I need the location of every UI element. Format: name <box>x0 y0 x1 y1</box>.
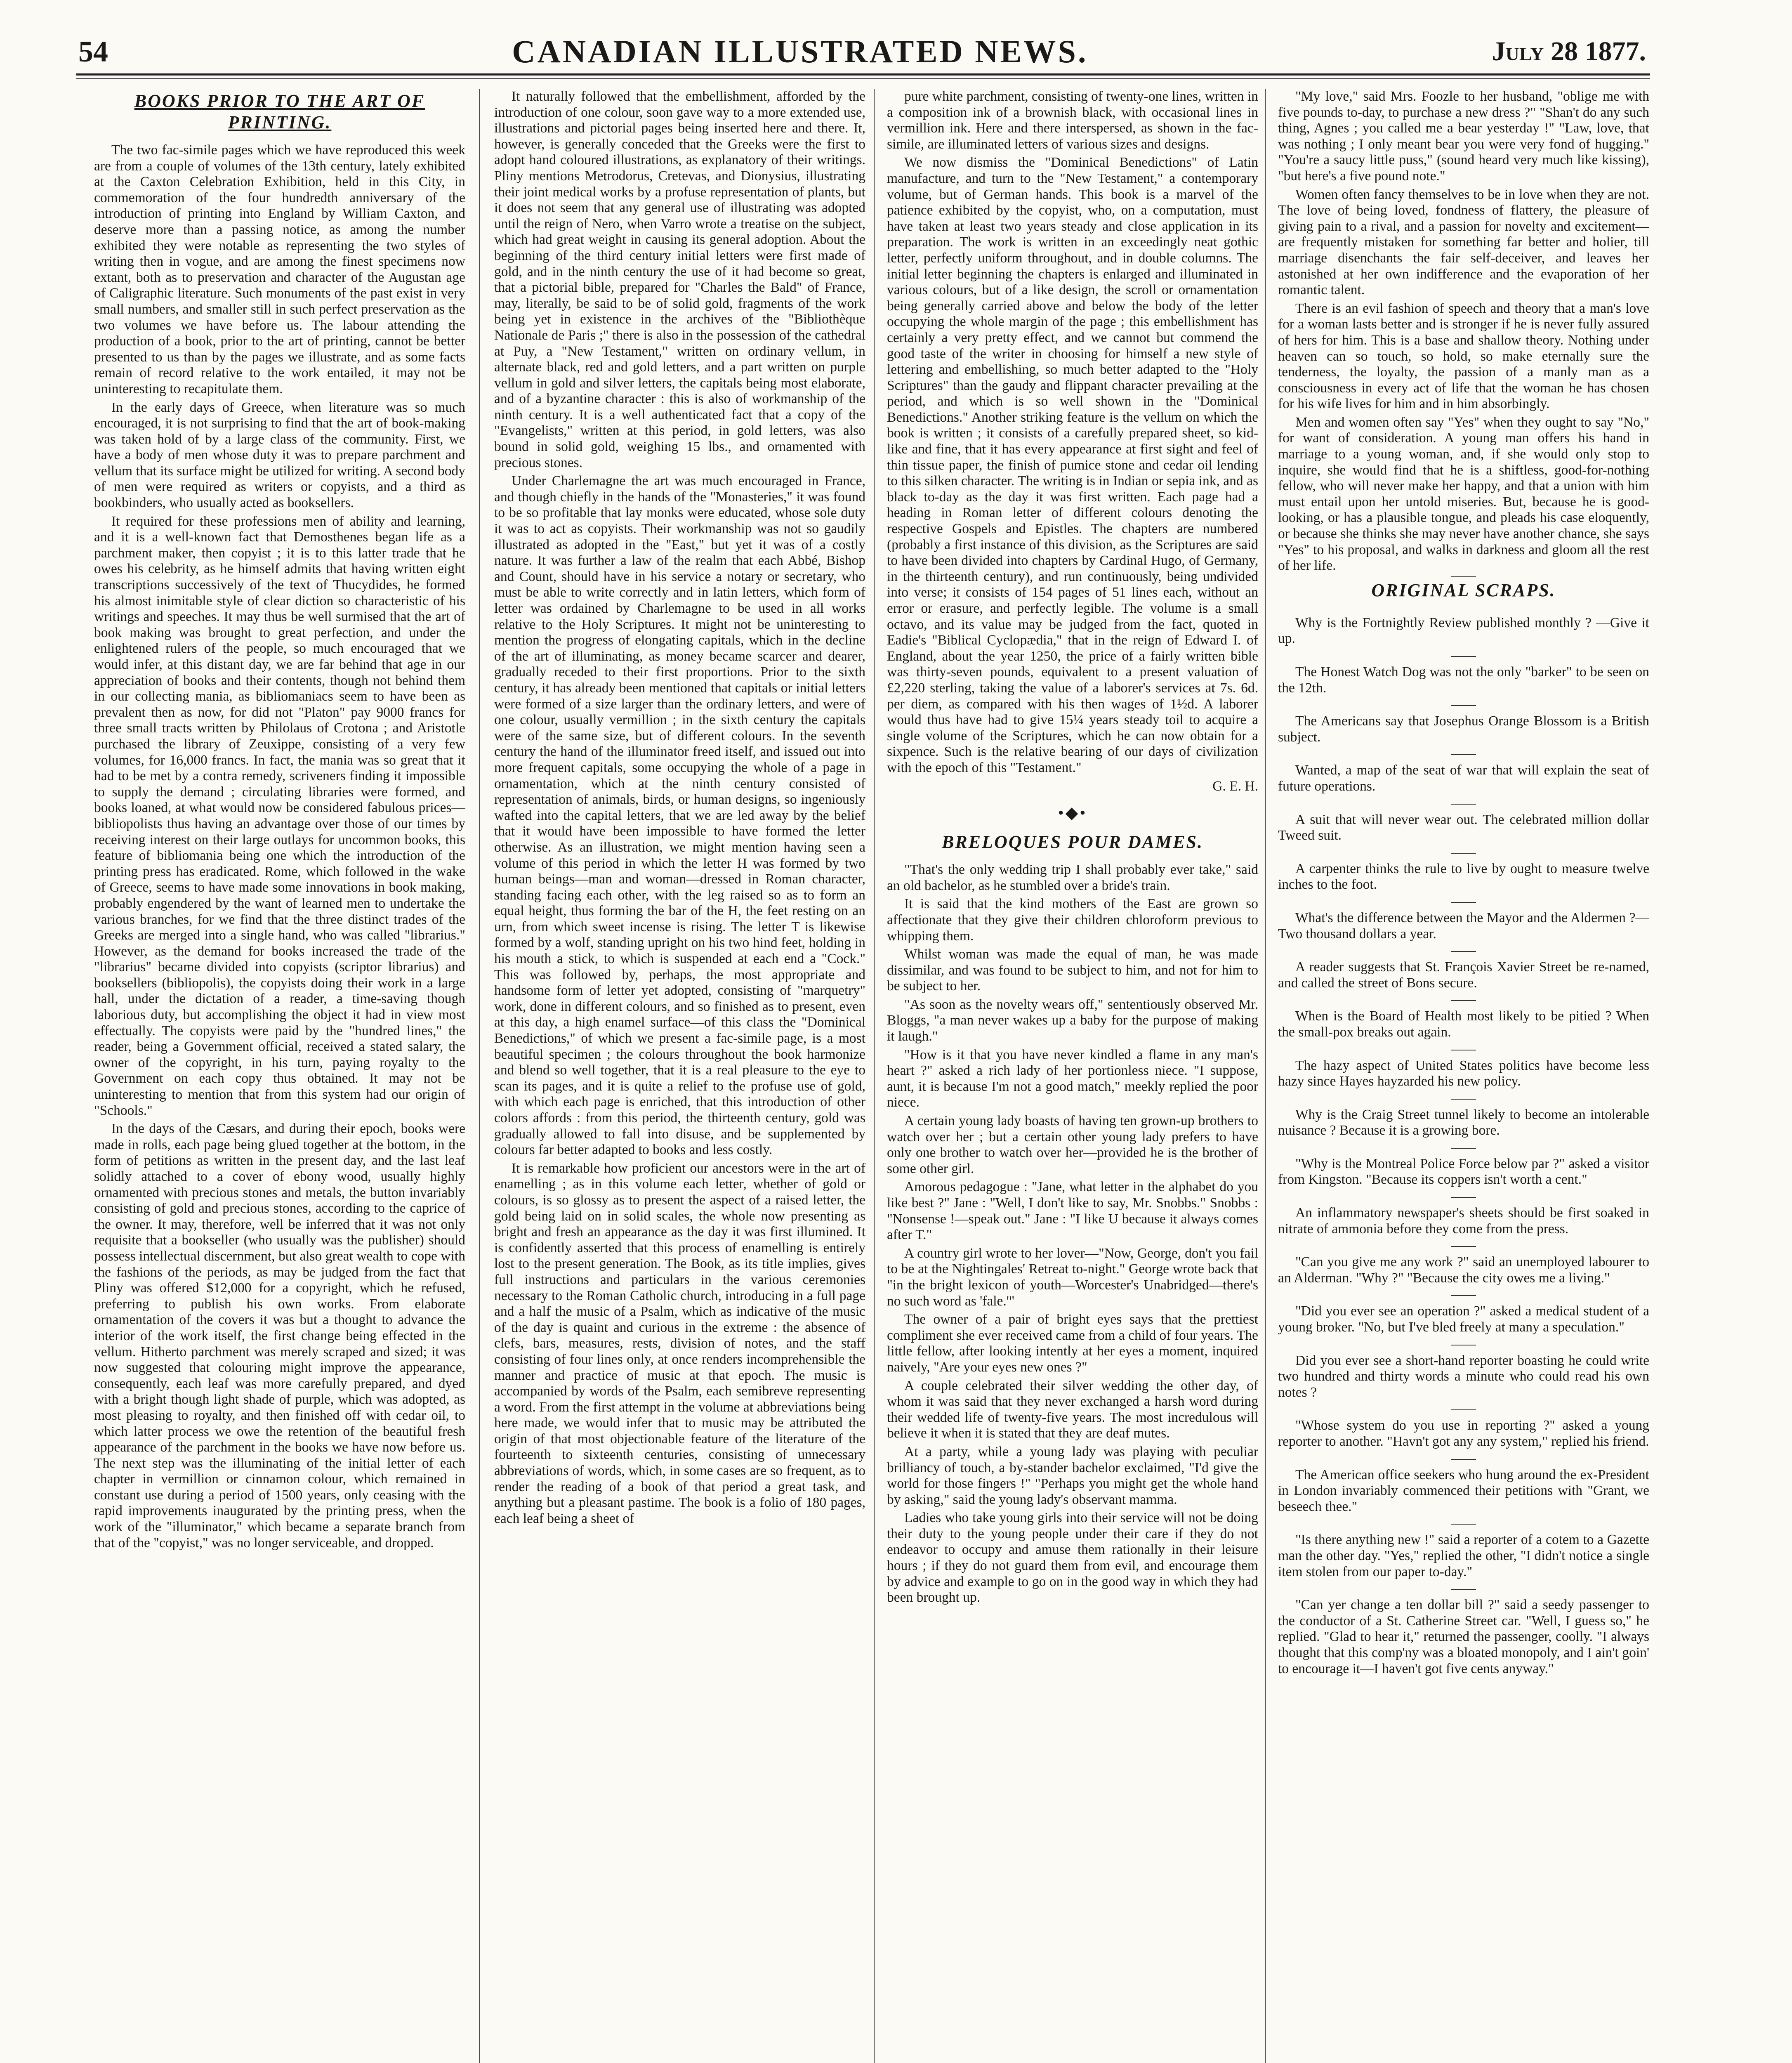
column-2 <box>494 89 865 2063</box>
paragraph: The two fac-simile pages which we have reproduced this week are from a couple of volumes of the 13th century, lately exhibited at the Caxton Celebration Exhibition, held in this City, in commemoration of the four hundredth anniversary of the introduction of printing into England by William Caxton, and deserve more than a passing notice, as among the number exhibited they were notable as representing the two styles of writing then in vogue, and are among the finest specimens now extant, both as to preservation and character of the Augustan age of Caligraphic literature. Such monuments of the past exist in very small numbers, and smaller still in such perfect preservation as the two volumes we have before us. The labour attending the production of a book, prior to the art of printing, cannot be better presented to us than by the pages we illustrate, and as some facts remain of record relative to the work entailed, it may not be uninteresting to recapitulate them. <box>94 142 465 397</box>
anecdote: The owner of a pair of bright eyes says that the prettiest compliment she ever received came from a child of four years. The little fellow, after looking intently at her eyes a moment, inquired naively, "Are your eyes new ones ?" <box>887 1312 1258 1375</box>
scrap: Wanted, a map of the seat of war that will explain the seat of future operations. <box>1278 762 1649 794</box>
anecdote: A country girl wrote to her lover—"Now, George, don't you fail to be at the Nightingales' Retreat to-night." George wrote back that "in the bright lexicon of youth—Worcester's Unabridged—there's no such word as 'fale.'" <box>887 1245 1258 1309</box>
anecdote: Ladies who take young girls into their service will not be doing their duty to the young people under their care if they do not endeavor to occupy and amuse them rationally in their leisure hours ; if they do not guard them from evil, and encourage them by advice and example to go on in the good way in which they had been brought up. <box>887 1510 1258 1605</box>
anecdote: A couple celebrated their silver wedding the other day, of whom it was said that they never exchanged a harsh word during their wedded life of twenty-five years. The most incredulous will believe it when it is stated that they are deaf mutes. <box>887 1378 1258 1441</box>
page-number: 54 <box>78 35 108 68</box>
column-divider <box>1265 89 1266 2063</box>
scrap: Did you ever see a short-hand reporter boasting he could write two hundred and thirty words a minute who could read his own notes ? <box>1278 1353 1649 1400</box>
article-heading-books: BOOKS PRIOR TO THE ART OF PRINTING. <box>134 91 425 132</box>
divider <box>1451 853 1476 854</box>
anecdote: Women often fancy themselves to be in love when they are not. The love of being loved, fondness of flattery, the pleasure of giving pain to a rival, and a passion for novelty and excitement—are frequently mistaken for something far better and holier, till marriage disenchants the fair self-deceiver, and leaves her astonished at her own indifference and the evaporation of her romantic talent. <box>1278 186 1649 298</box>
divider <box>1451 656 1476 657</box>
scrap: "Can you give me any work ?" said an unemployed labourer to an Alderman. "Why ?" "Because the city owes me a living." <box>1278 1254 1649 1286</box>
paragraph: In the early days of Greece, when literature was so much encouraged, it is not surprising to find that the art of book-making was taken hold of by a large class of the community. First, we have a body of men whose duty it was to prepare parchment and vellum that its surface might be utilized for writing. A second body of men were required as writers or copyists, and a third as bookbinders, who usually acted as booksellers. <box>94 399 465 511</box>
anecdote: Amorous pedagogue : "Jane, what letter in the alphabet do you like best ?" Jane : "Well, I don't like to say, Mr. Snobbs." Snobbs : "Nonsense !—speak out." Jane : "I like U because it always comes after T." <box>887 1179 1258 1243</box>
scrap: A suit that will never wear out. The celebrated million dollar Tweed suit. <box>1278 812 1649 843</box>
scrap: "Why is the Montreal Police Force below par ?" asked a visitor from Kingston. "Because its coppers isn't worth a cent." <box>1278 1156 1649 1187</box>
anecdote: Whilst woman was made the equal of man, he was made dissimilar, and was found to be subject to him, and not for him to be subject to her. <box>887 947 1258 994</box>
scrap: "Whose system do you use in reporting ?" asked a young reporter to another. "Havn't got any any system," replied his friend. <box>1278 1418 1649 1449</box>
divider <box>1451 1589 1476 1590</box>
scrap: When is the Board of Health most likely to be pitied ? When the small-pox breaks out again. <box>1278 1008 1649 1040</box>
article-heading-scraps: ORIGINAL SCRAPS. <box>1371 580 1556 600</box>
paragraph: Under Charlemagne the art was much encouraged in France, and though chiefly in the hands of the "Monasteries," it was found to be so profitable that lay monks were educated, whose sole duty it was to act as copyists. Their workmanship was not so gaudily illustrated as adopted in the "East," but yet it was of a costly nature. It was further a law of the realm that each Abbé, Bishop and Count, should have in his service a notary or secretary, who must be able to write correctly and in latin letters, which form of letter was ordained by Charlemagne to be used in all works relative to the Holy Scriptures. It might not be uninteresting to mention the progress of elongating capitals, which in the decline of the art of illuminating, as money became scarcer and dearer, gradually receded to their first proportions. Prior to the sixth century, it has already been mentioned that capitals or initial letters were formed of a size larger than the ordinary letters, and were of one colour, usually vermillion ; in the sixth century the capitals were of the same size, but of different colours. In the seventh century the hand of the illuminator freed itself, and issued out into more frequent capitals, some occupying the whole of a page in ornamentation, which at the ninth century consisted of representation of animals, birds, or human designs, so ingeniously wafted into the capital letters, that we are led away by the belief that it would have been impossible to have formed the letter otherwise. As an illustration, we might mention having seen a volume of this period in which the letter H was formed by two human beings—man and woman—dressed in Roman character, standing facing each other, with the leg raised so as to form an equal height, thus forming the bar of the H, the feet resting on an urn, from which sweet incense is rising. The letter T is likewise formed by a wolf, standing upright on his two hind feet, holding in his mouth a stick, to which is suspended at each end a "Cock." This was followed by, perhaps, the most appropriate and handsome form of letter yet adopted, consisting of "marquetry" work, done in different colours, and so finished as to present, even at this day, a high enamel surface—of this class the "Dominical Benedictions," of which we present a fac-simile page, is a most beautiful specimen ; the colours throughout the book harmonize and blend so well together, that it is a real pleasure to the eye to scan its pages, and it is quite a relief to the profuse use of gold, with which each page is enriched, that this introduction of other colors affords : from this period, the thirteenth century, gold was gradually allowed to fall into disuse, and be supplemented by colours far better adapted to books and less costly. <box>494 473 865 1158</box>
column-4 <box>1278 89 1649 2063</box>
anecdote: There is an evil fashion of speech and theory that a man's love for a woman lasts better and is stronger if he is never fully assured of hers for him. This is a base and shallow theory. Nothing under heaven can so touch, so hold, so make eternally sure the tenderness, the loyalty, the passion of a manly man as a consciousness in every act of life that the woman he has chosen for his wife lives for him and in him absorbingly. <box>1278 300 1649 412</box>
divider <box>1451 576 1476 577</box>
scrap: The American office seekers who hung around the ex-President in London invariably commenced their petitions with "Grant, we beseech thee." <box>1278 1467 1649 1514</box>
header-rule-thin <box>76 78 1650 79</box>
scrap: "Did you ever see an operation ?" asked a medical student of a young broker. "No, but I've bled freely at many a speculation." <box>1278 1303 1649 1335</box>
divider <box>1451 705 1476 706</box>
divider <box>1451 951 1476 952</box>
paragraph: We now dismiss the "Dominical Benedictions" of Latin manufacture, and turn to the "New Testament," a contemporary volume, but of German hands. This book is a marvel of the patience exhibited by the copyist, who, on a computation, must have taken at least two years steady and close application in its preparation. The work is written in an exceedingly neat gothic letter, perfectly uniform throughout, and in double columns. The initial letter beginning the chapters is enlarged and illuminated in various colours, but of a like design, the scroll or ornamentation being generally carried above and below the body of the letter occupying the whole margin of the page ; this embellishment has certainly a very pretty effect, and we cannot but commend the good taste of the writer in choosing for himself a new style of lettering and embellishing, so much better adapted to the "Holy Scriptures" than the gaudy and flippant character prevailing at the period, and which is so well shown in the "Dominical Benedictions." Another striking feature is the vellum on which the book is written ; it consists of a carefully prepared sheet, so kid-like and fine, that it has every appearance at first sight and feel of thin tissue paper, the finish of pumice stone and cedar oil lending to this silken character. The writing is in Indian or sepia ink, and as black to-day as the day it was first written. Each page had a heading in Roman letter of different colours denoting the respective Gospels and Epistles. The chapters are numbered (probably a first instance of this division, as the Scriptures are said to have been divided into chapters by Cardinal Hugo, of Germany, in the thirteenth century), and run continuously, being undivided into verse; it consists of 154 pages of 51 lines each, without an error or erasure, and perfectly legible. The volume is a small octavo, and its value may be judged from the fact, quoted in Eadie's "Biblical Cyclopædia," that in the reign of Edward I. of England, about the year 1250, the price of a fairly written bible was thirty-seven pounds, equivalent to a present valuation of £2,220 sterling, taking the value of a laborer's services at 7s. 6d. per diem, as compared with his then wages of 1½d. A laborer would thus have had to give 15¼ years steady toil to acquire a single volume of the Scriptures, which he can now obtain for a sixpence. Such is the relative bearing of our days of civilization with the epoch of this "Testament." <box>887 155 1258 775</box>
column-divider <box>874 89 875 2063</box>
column-3 <box>887 89 1258 2063</box>
scrap: What's the difference between the Mayor and the Aldermen ?—Two thousand dollars a year. <box>1278 910 1649 942</box>
divider <box>1451 902 1476 903</box>
anecdote: A certain young lady boasts of having ten grown-up brothers to watch over her ; but a certain other young lady prefers to have only one brother to watch over her—provided he is the brother of some other girl. <box>887 1113 1258 1176</box>
divider <box>1451 1524 1476 1525</box>
header-rule <box>76 73 1650 76</box>
paragraph: It naturally followed that the embellishment, afforded by the introduction of one colour, soon gave way to a more extended use, illustrations and pictorial pages being inserted here and there. It, however, is generally conceded that the Greeks were the first to adopt hand coloured illustrations, as explanatory of their writings. Pliny mentions Metrodorus, Cretevas, and Dionysius, illustrating their joint medical works by a profuse representation of plants, but it does not seem that any general use of illustrating was adopted until the reign of Nero, when Varro wrote a treatise on the subject, which had great weight in causing its general adoption. About the beginning of the third century initial letters were first made of gold, and in the ninth century the use of it had become so great, that a pictorial bible, prepared for "Charles the Bald" of France, may, literally, be said to be of solid gold, fragments of the work being yet in existence in the archives of the "Bibliothèque Nationale de Paris ;" there is also in the possession of the cathedral at Puy, a "New Testament," written on ordinary vellum, in alternate black, red and gold letters, and a part written on purple vellum in gold and silver letters, the capitals being most elaborate, and of a byzantine character : this is also of workmanship of the ninth century. It is a well authenticated fact that a copy of the "Evangelists," written at this period, in gold letters, was also bound in solid gold, weighing 15 lbs., and ornamented with precious stones. <box>494 89 865 470</box>
masthead <box>78 29 1646 74</box>
scrap: An inflammatory newspaper's sheets should be first soaked in nitrate of ammonia before they come from the press. <box>1278 1205 1649 1237</box>
divider <box>1451 1148 1476 1149</box>
paragraph: It required for these professions men of ability and learning, and it is a well-known fact that Demosthenes began life as a parchment maker, then copyist ; it is to this latter trade that he owes his celebrity, as he himself admits that having written eight transcriptions successively of the text of Thucydides, he formed his almost inimitable style of clear diction so characteristic of his writings and speeches. It may thus be well surmised that the art of book making was brought to great perfection, and under the enlightened rulers of the people, so much encouraged that we would infer, at this distant day, we are far behind that age in our appreciation of books and their contents, though not behind them in our collecting mania, as bibliomaniacs seem to have been as prevalent then as now, for did not "Platon" pay 9000 francs for three small tracts written by Philolaus of Crotona ; and Aristotle purchased the library of Zeuxippe, consisting of a very few volumes, for 16,000 francs. In fact, the mania was so great that it had to be met by a contra remedy, scriveners finding it impossible to supply the demand ; circulating libraries were formed, and books loaned, at what would now be considered fabulous prices—bibliopolists thus having an advantage over those of our times by receiving interest on their large outlays for uncommon books, this feature of bibliomania being one which the introduction of the printing press has eradicated. Rome, which followed in the wake of Greece, seems to have made some innovations in book making, probably engendered by the want of learned men to undertake the various branches, for we find that the three distinct trades of the Greeks are merged into a single hand, who was called "librarius." However, as the demand for books increased the trade of the "librarius" became divided into copyists (scriptor librarius) and booksellers (bibliopolis), the copyists doing their work in a large hall, under the dictation of a reader, a time-saving though laborious duty, but accomplishing the object it had in view most effectually. The copyists were paid by the "hundred lines," the reader, being a Government official, received a stated salary, the owner of the copyright, in his turn, paying royalty to the Government on each copy thus obtained. It may not be uninteresting to mention that from this system had our origin of "Schools." <box>94 513 465 1118</box>
article-signature: G. E. H. <box>1212 778 1258 794</box>
scrap: A reader suggests that St. François Xavier Street be re-named, and called the street of Bons secure. <box>1278 959 1649 991</box>
divider <box>1451 1409 1476 1410</box>
anecdote: "That's the only wedding trip I shall probably ever take," said an old bachelor, as he stumbled over a bride's train. <box>887 862 1258 893</box>
divider <box>1451 1197 1476 1198</box>
anecdote: Men and women often say "Yes" when they ought to say "No," for want of consideration. A young man offers his hand in marriage to a young woman, and, if she would only stop to inquire, she would find that he is a shiftless, good-for-nothing fellow, who will never make her happy, and that a union with him must entail upon her untold miseries. But, because he is good-looking, or has a plausible tongue, and pleads his case eloquently, or because she thinks she may never have another chance, she says "Yes" to his proposal, and walks in darkness and gloom all the rest of her life. <box>1278 414 1649 574</box>
scrap: "Is there anything new !" said a reporter of a cotem to a Gazette man the other day. "Yes," replied the other, "I didn't notice a single item stolen from our paper to-day." <box>1278 1532 1649 1579</box>
anecdote: At a party, while a young lady was playing with peculiar brilliancy of touch, a by-stander bachelor exclaimed, "I'd give the world for those fingers !" "Perhaps you might get the whole hand by asking," said the young lady's observant mamma. <box>887 1444 1258 1507</box>
anecdote: It is said that the kind mothers of the East are grown so affectionate that they give their children chloroform previous to whipping them. <box>887 896 1258 944</box>
article-heading-breloques: BRELOQUES POUR DAMES. <box>942 832 1203 852</box>
paragraph: In the days of the Cæsars, and during their epoch, books were made in rolls, each page being glued together at the bottom, in the form of petitions as written in the present day, and the last leaf solidly attached to a cover of ebony wood, usually highly ornamented with precious stones and metals, the button invariably consisting of gold and precious stones, according to the caprice of the owner. It may, therefore, well be inferred that it was not only requisite that a bookseller (who usually was the publisher) should possess intellectual discernment, but also great wealth to cope with the fashions of the periods, as may be judged from the fact that Pliny was offered $12,000 for a copyright, which he refused, preferring to publish his own works. From elaborate ornamentation of the covers it was but a thought to advance the interior of the work itself, the first change being effected in the vellum. Hitherto parchment was merely scraped and sized; it was now suggested that colouring might improve the appearance, consequently, each leaf was more carefully prepared, and dyed with a bright though light shade of purple, which was adopted, as most pleasing to royalty, and then finished off with cedar oil, to which latter process we owe the retention of the beautiful fresh appearance of the parchment in the books we have now before us. The next step was the illuminating of the initial letter of each chapter in vermillion or cinnamon colour, which remained in constant use during a period of 1500 years, only ceasing with the rapid improvements inaugurated by the printing press, when the work of the "illuminator," which became a separate branch from that of the "copyist," was no longer serviceable, and dropped. <box>94 1121 465 1551</box>
divider <box>1451 1246 1476 1247</box>
anecdote: "My love," said Mrs. Foozle to her husband, "oblige me with five pounds to-day, to purchase a new dress ?" "Shan't do any such thing, Agnes ; you called me a bear yesterday !" "Law, love, that was nothing ; I only meant bear you were very fond of hugging." "You're a saucy little puss," (sound heard very much like kissing), "but here's a five pound note." <box>1278 89 1649 184</box>
paragraph: It is remarkable how proficient our ancestors were in the art of enamelling ; as in this volume each letter, whether of gold or colours, is so glossy as to present the aspect of a raised letter, the gold being laid on in solid scales, the whole now presenting as bright and fresh an appearance as the day it was first illumined. It is confidently asserted that this process of enamelling is entirely lost to the present generation. The Book, as its title implies, gives full instructions and particulars in the various ceremonies necessary to the Roman Catholic church, introducing in a full page and a half the music of a Psalm, which as indicative of the music of the day is quaint and curious in the extreme : the absence of clefs, bars, measures, rests, division of notes, and the staff consisting of four lines only, at once renders incomprehensible the manner and practice of music at that epoch. The music is accompanied by words of the Psalm, each semibreve representing a word. From the first attempt in the volume at abbreviations being here made, we would infer that to music may be attributed the origin of that most objectionable feature of the literature of the fourteenth to sixteenth centuries, consisting of unnecessary abbreviations of words, which, in some cases are so frequent, as to render the reading of a book of that period a great task, and anything but a pleasant pastime. The book is a folio of 180 pages, each leaf being a sheet of <box>494 1160 865 1526</box>
scrap: A carpenter thinks the rule to live by ought to measure twelve inches to the foot. <box>1278 861 1649 892</box>
scrap: The hazy aspect of United States politics have become less hazy since Hayes hayzarded his new policy. <box>1278 1057 1649 1089</box>
divider <box>1451 754 1476 755</box>
divider <box>1451 1099 1476 1100</box>
issue-date: July 28 1877. <box>1492 36 1646 66</box>
scrap: The Americans say that Josephus Orange Blossom is a British subject. <box>1278 713 1649 745</box>
divider <box>1451 1295 1476 1296</box>
scrap: The Honest Watch Dog was not the only "barker" to be seen on the 12th. <box>1278 664 1649 696</box>
paragraph: pure white parchment, consisting of twenty-one lines, written in a composition ink of a brownish black, with occasional lines in vermillion ink. Here and there interspersed, as shown in the fac-simile, are illuminated letters of various sizes and designs. <box>887 89 1258 152</box>
ornament-divider: •◆• <box>1058 803 1087 822</box>
divider <box>1451 804 1476 805</box>
column-1 <box>94 89 465 2063</box>
divider <box>1451 1000 1476 1001</box>
column-divider <box>479 89 480 2063</box>
scrap: Why is the Fortnightly Review published monthly ? —Give it up. <box>1278 615 1649 647</box>
newspaper-title: CANADIAN ILLUSTRATED NEWS. <box>512 33 1088 69</box>
anecdote: "As soon as the novelty wears off," sententiously observed Mr. Bloggs, "a man never wakes up a baby for the purpose of making it laugh." <box>887 996 1258 1044</box>
anecdote: "How is it that you have never kindled a flame in any man's heart ?" asked a rich lady of her portionless niece. "I suppose, aunt, it is because I'm not a good match," meekly replied the poor niece. <box>887 1047 1258 1110</box>
scrap: Why is the Craig Street tunnel likely to become an intolerable nuisance ? Because it is a growing bore. <box>1278 1107 1649 1138</box>
scrap: "Can yer change a ten dollar bill ?" said a seedy passenger to the conductor of a St. Catherine Street car. "Well, I guess so," he replied. "Glad to hear it," returned the passenger, coolly. "I always thought that this comp'ny was a bloated monopoly, and I ain't goin' to encourage it—I haven't got five cents anyway." <box>1278 1597 1649 1676</box>
divider <box>1451 1459 1476 1460</box>
